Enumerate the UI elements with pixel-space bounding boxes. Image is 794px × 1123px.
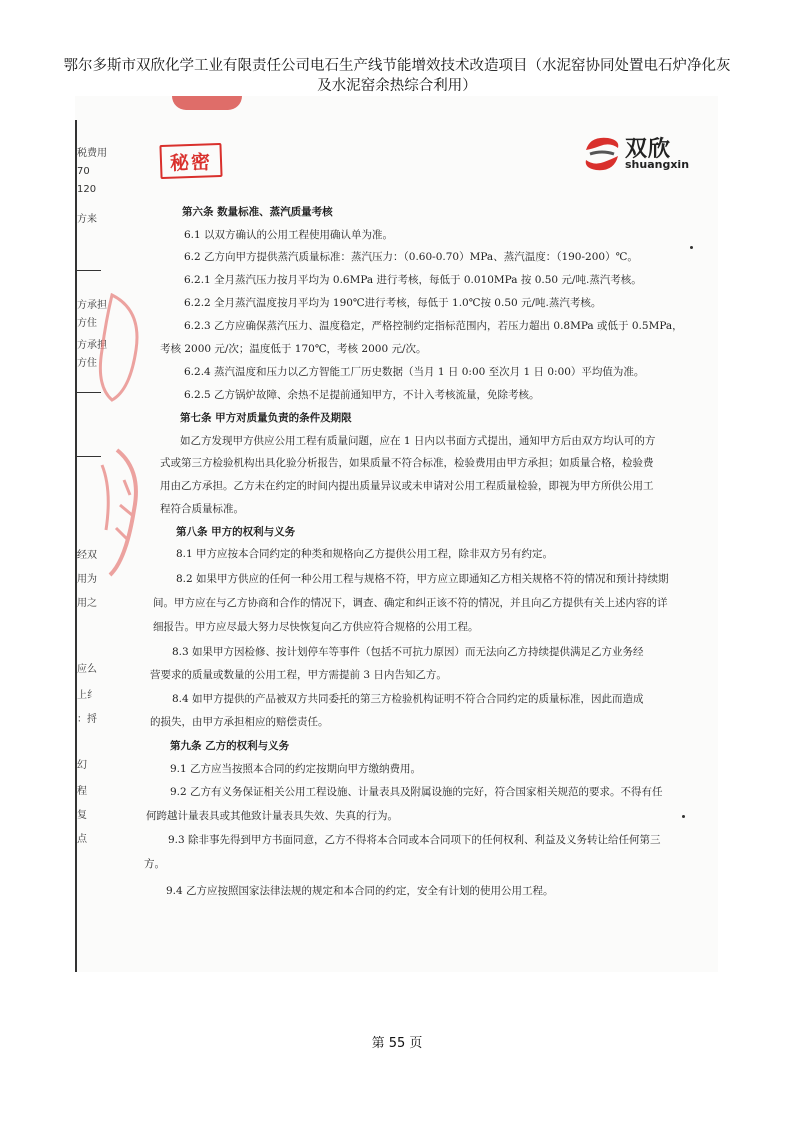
clause-9-1: 9.1 乙方应当按照本合同的约定按期向甲方缴纳费用。 (170, 763, 422, 775)
clause-6-2-5: 6.2.5 乙方锅炉故障、余热不足提前通知甲方，不计入考核流量，免除考核。 (184, 389, 540, 401)
clause-8-2-cont-2: 细报告。甲方应尽最大努力尽快恢复向乙方供应符合规格的公用工程。 (153, 621, 479, 633)
clause-8-2: 8.2 如果甲方供应的任何一种公用工程与规格不符，甲方应立即通知乙方相关规格不符的情况和预计持续期 (176, 573, 669, 585)
fragment-text: 120 (77, 184, 97, 195)
article-7-text-1: 如乙方发现甲方供应公用工程有质量问题，应在 1 日内以书面方式提出，通知甲方后由双方均认可的方 (180, 435, 656, 447)
clause-8-4: 8.4 如甲方提供的产品被双方共同委托的第三方检验机构证明不符合合同约定的质量标准，因此而造成 (172, 693, 644, 705)
page-number: 第 55 页 (371, 1036, 423, 1051)
clause-6-2-4: 6.2.4 蒸汽温度和压力以乙方智能工厂历史数据（当月 1 日 0:00 至次月 1 日 0:00）平均值为准。 (184, 366, 645, 378)
fragment-text: 点 (77, 834, 87, 845)
clause-9-3-cont: 方。 (144, 858, 165, 870)
logo-name-en: shuangxin (625, 158, 690, 171)
article-7-text-3: 用由乙方承担。乙方未在约定的时间内提出质量异议或未申请对公用工程质量检验，即视为甲方所供公用工 (160, 480, 654, 492)
ghost-logo-fragment (172, 96, 242, 110)
clause-6-2-2: 6.2.2 全月蒸汽温度按月平均为 190℃进行考核，每低于 1.0℃按 0.50 元/吨.蒸汽考核。 (184, 297, 602, 309)
clause-8-1: 8.1 甲方应按本合同约定的种类和规格向乙方提供公用工程，除非双方另有约定。 (176, 548, 554, 560)
clause-6-2-3-cont: 考核 2000 元/次；温度低于 170℃，考核 2000 元/次。 (160, 343, 427, 355)
fragment-rule (77, 270, 101, 271)
fragment-text: 经双 (77, 550, 97, 561)
fragment-text: 税费用 (77, 148, 107, 159)
clause-6-1: 6.1 以双方确认的公用工程使用确认单为准。 (184, 229, 394, 241)
document-header (60, 56, 734, 96)
clause-9-2: 9.2 乙方有义务保证相关公用工程设施、计量表具及附属设施的完好，符合国家相关规范的要求。不得有任 (170, 786, 663, 798)
clause-6-2: 6.2 乙方向甲方提供蒸汽质量标准：蒸汽压力：（0.60-0.70）MPa、蒸汽温度：（190-200）℃。 (184, 251, 638, 263)
clause-9-2-cont: 何跨越计量表具或其他致计量表具失效、失真的行为。 (146, 810, 398, 822)
fragment-text: 方承担 (77, 340, 107, 351)
underlying-page-fragment (77, 140, 117, 845)
fragment-text: 上纟 (77, 690, 97, 701)
clause-6-2-3: 6.2.3 乙方应确保蒸汽压力、温度稳定，严格控制约定指标范围内，若压力超出 0.8MPa 或低于 0.5MPa， (184, 320, 683, 332)
article-9-title: 第九条 乙方的权利与义务 (170, 740, 290, 752)
fragment-text: 70 (77, 166, 90, 177)
fragment-text: ：捋 (77, 714, 97, 725)
clause-6-2-1: 6.2.1 全月蒸汽压力按月平均为 0.6MPa 进行考核，每低于 0.010MPa 按 0.50 元/吨.蒸汽考核。 (184, 274, 642, 286)
fragment-text: 程 (77, 786, 87, 797)
fragment-text: 幻 (77, 760, 87, 771)
scan-speck (682, 815, 685, 818)
article-7-text-2: 式或第三方检验机构出具化验分析报告，如果质量不符合标准，检验费用由甲方承担；如质量合格，检验费 (160, 457, 654, 469)
logo-swirl-icon (580, 132, 624, 176)
fragment-text: 方承担 (77, 300, 107, 311)
clause-8-3: 8.3 如果甲方因检修、按计划停车等事件（包括不可抗力原因）而无法向乙方持续提供满足乙方业务经 (172, 646, 644, 658)
clause-9-3: 9.3 除非事先得到甲方书面同意，乙方不得将本合同或本合同项下的任何权利、利益及义务转让给任何第三 (168, 834, 661, 846)
fragment-text: 用为 (77, 574, 97, 585)
clause-8-4-cont: 的损失，由甲方承担相应的赔偿责任。 (150, 716, 329, 728)
article-8-title: 第八条 甲方的权利与义务 (176, 526, 296, 538)
fragment-text: 复 (77, 810, 87, 821)
fragment-text: 方来 (77, 214, 97, 225)
clause-9-4: 9.4 乙方应按照国家法律法规的规定和本合同的约定，安全有计划的使用公用工程。 (166, 885, 554, 897)
clause-8-3-cont: 营要求的质量或数量的公用工程，甲方需提前 3 日内告知乙方。 (150, 669, 447, 681)
fragment-rule (77, 456, 101, 457)
fragment-text: 应么 (77, 664, 97, 675)
header-title-line-1: 鄂尔多斯市双欣化学工业有限责任公司电石生产线节能增效技术改造项目（水泥窑协同处置电石炉净化灰 (63, 58, 731, 74)
article-7-title: 第七条 甲方对质量负责的条件及期限 (180, 412, 352, 424)
article-7-text-4: 程符合质量标准。 (160, 503, 244, 515)
fragment-text: 方住 (77, 358, 97, 369)
scan-speck (690, 246, 693, 249)
clause-8-2-cont-1: 间。甲方应在与乙方协商和合作的情况下，调查、确定和纠正该不符的情况，并且向乙方提供有关上述内容的详 (153, 597, 668, 609)
company-logo (580, 132, 710, 178)
secret-stamp: 秘密 (159, 143, 222, 179)
fragment-text: 用之 (77, 598, 97, 609)
logo-name-cn: 双欣 (625, 137, 672, 162)
fragment-rule (77, 392, 101, 393)
article-6-title: 第六条 数量标准、蒸汽质量考核 (182, 206, 333, 218)
fragment-text: 方住 (77, 318, 97, 329)
header-title-line-2: 及水泥窑余热综合利用） (317, 78, 477, 94)
